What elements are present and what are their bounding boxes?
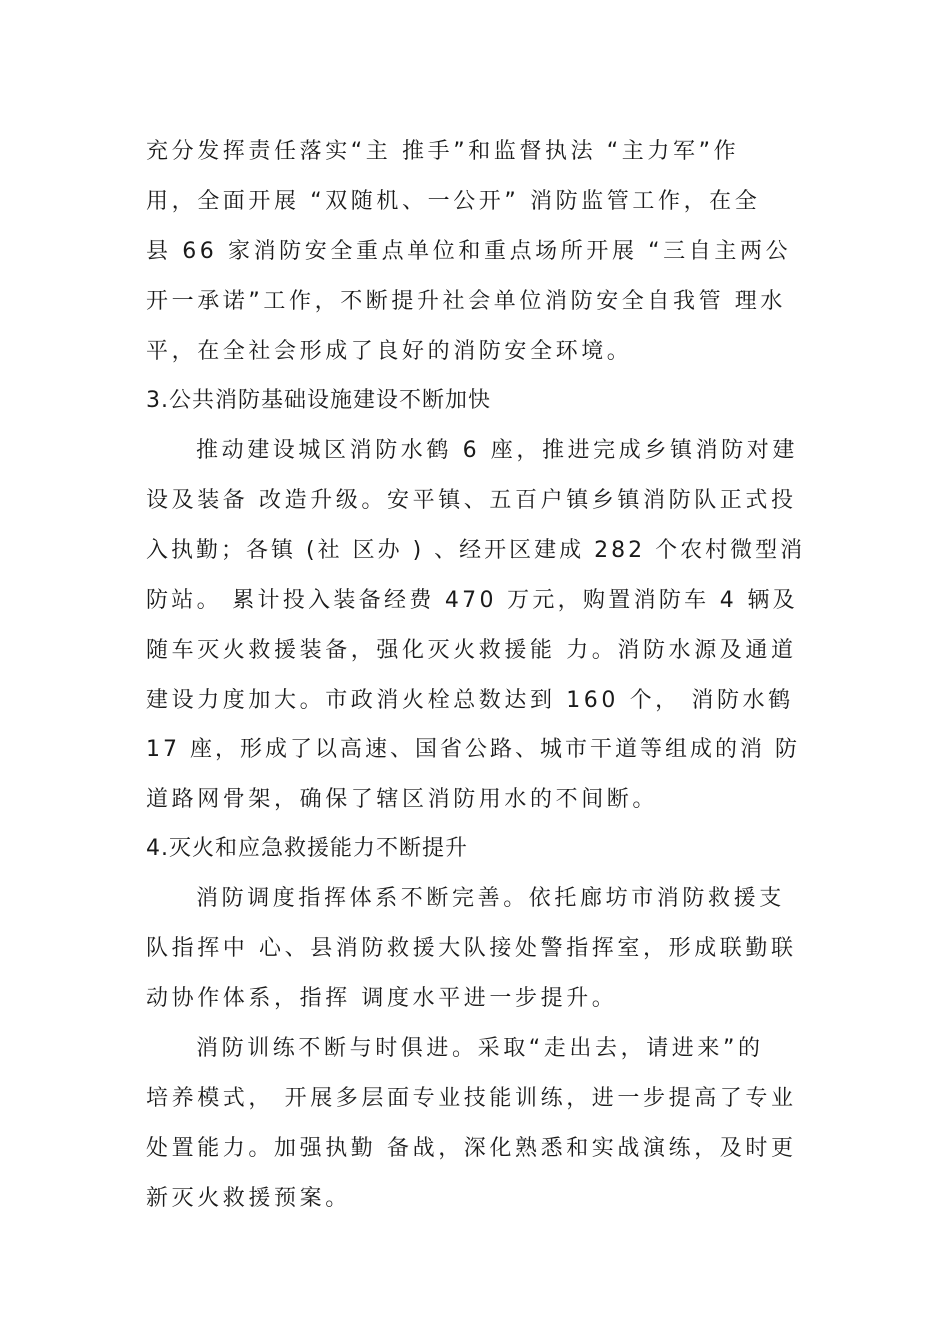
paragraph-line: 设及装备 改造升级。安平镇、五百户镇乡镇消防队正式投 bbox=[146, 488, 797, 513]
paragraph-line: 用，全面开展 “双随机、一公开” 消防监管工作，在全 bbox=[146, 189, 761, 214]
paragraph-line: 入执勤；各镇 (社 区办 ) 、经开区建成 282 个农村微型消 bbox=[146, 538, 806, 563]
paragraph-line: 消防训练不断与时俱进。采取“走出去，请进来”的 bbox=[196, 1036, 764, 1061]
paragraph-line: 17 座，形成了以高速、国省公路、城市干道等组成的消 防 bbox=[146, 737, 800, 762]
section-heading: 4.灭火和应急救援能力不断提升 bbox=[146, 836, 468, 861]
paragraph-line: 新灭火救援预案。 bbox=[146, 1186, 351, 1211]
paragraph-line: 防站。 累计投入装备经费 470 万元，购置消防车 4 辆及 bbox=[146, 588, 798, 613]
paragraph-line: 消防调度指挥体系不断完善。依托廊坊市消防救援支 bbox=[196, 886, 785, 911]
paragraph-line: 推动建设城区消防水鹤 6 座，推进完成乡镇消防对建 bbox=[196, 438, 798, 463]
paragraph-line: 队指挥中 心、县消防救援大队接处警指挥室，形成联勤联 bbox=[146, 936, 797, 961]
paragraph-line: 处置能力。加强执勤 备战，深化熟悉和实战演练，及时更 bbox=[146, 1136, 797, 1161]
paragraph-line: 道路网骨架，确保了辖区消防用水的不间断。 bbox=[146, 787, 659, 812]
paragraph-line: 充分发挥责任落实“主 推手”和监督执法 “主力军”作 bbox=[146, 139, 740, 164]
section-heading: 3.公共消防基础设施建设不断加快 bbox=[146, 388, 491, 413]
paragraph-line: 建设力度加大。市政消火栓总数达到 160 个， 消防水鹤 bbox=[146, 688, 794, 713]
paragraph-line: 培养模式， 开展多层面专业技能训练，进一步提高了专业 bbox=[146, 1086, 797, 1111]
paragraph-line: 动协作体系，指挥 调度水平进一步提升。 bbox=[146, 986, 618, 1011]
paragraph-line: 随车灭火救援装备，强化灭火救援能 力。消防水源及通道 bbox=[146, 638, 797, 663]
paragraph-line: 开一承诺”工作，不断提升社会单位消防安全自我管 理水 bbox=[146, 289, 786, 314]
paragraph-line: 平，在全社会形成了良好的消防安全环境。 bbox=[146, 339, 633, 364]
paragraph-line: 县 66 家消防安全重点单位和重点场所开展 “三自主两公 bbox=[146, 239, 792, 264]
